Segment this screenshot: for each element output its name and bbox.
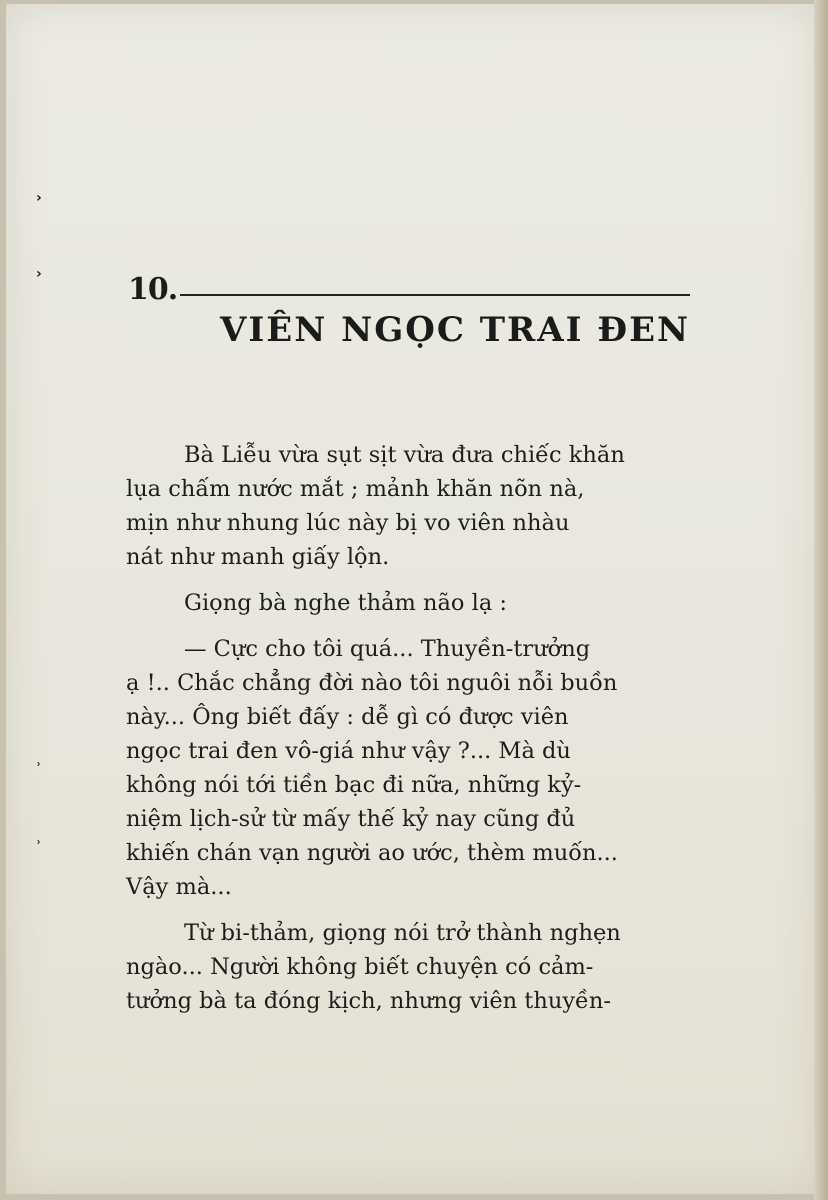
body-text <box>126 438 708 1018</box>
text-line: Giọng bà nghe thảm não lạ : <box>184 590 507 616</box>
text-line: không nói tới tiền bạc đi nữa, những kỷ- <box>126 772 582 798</box>
text-line: này... Ông biết đấy : dễ gì có được viên <box>126 704 569 730</box>
text-line: Vậy mà... <box>126 874 232 900</box>
chapter-number: 10. <box>128 272 178 307</box>
book-page <box>6 4 818 1194</box>
text-line: khiến chán vạn người ao ước, thèm muốn... <box>126 840 618 866</box>
binding-stitch-mark: › <box>36 266 42 282</box>
binding-stitch-mark: ˒ <box>36 836 42 852</box>
chapter-rule <box>180 294 690 296</box>
text-line: — Cực cho tôi quá... Thuyền-trưởng <box>184 636 591 662</box>
text-line: ạ !.. Chắc chẳng đời nào tôi nguôi nỗi buồn <box>126 670 618 696</box>
text-line: Từ bi-thảm, giọng nói trở thành nghẹn <box>184 920 621 946</box>
text-line: tưởng bà ta đóng kịch, nhưng viên thuyền- <box>126 988 611 1014</box>
binding-stitch-mark: › <box>36 190 42 206</box>
page-edge <box>814 0 828 1200</box>
text-line: niệm lịch-sử từ mấy thế kỷ nay cũng đủ <box>126 806 576 832</box>
text-line: ngào... Người không biết chuyện có cảm- <box>126 954 594 980</box>
text-line: mịn như nhung lúc này bị vo viên nhàu <box>126 510 570 536</box>
chapter-heading <box>124 272 694 312</box>
text-line: Bà Liễu vừa sụt sịt vừa đưa chiếc khăn <box>184 442 625 468</box>
text-line: ngọc trai đen vô-giá như vậy ?... Mà dù <box>126 738 571 764</box>
chapter-title: VIÊN NGỌC TRAI ĐEN <box>220 310 691 350</box>
text-line: nát như manh giấy lộn. <box>126 544 390 570</box>
text-line: lụa chấm nước mắt ; mảnh khăn nõn nà, <box>126 476 585 502</box>
binding-stitch-mark: ˒ <box>36 758 42 774</box>
